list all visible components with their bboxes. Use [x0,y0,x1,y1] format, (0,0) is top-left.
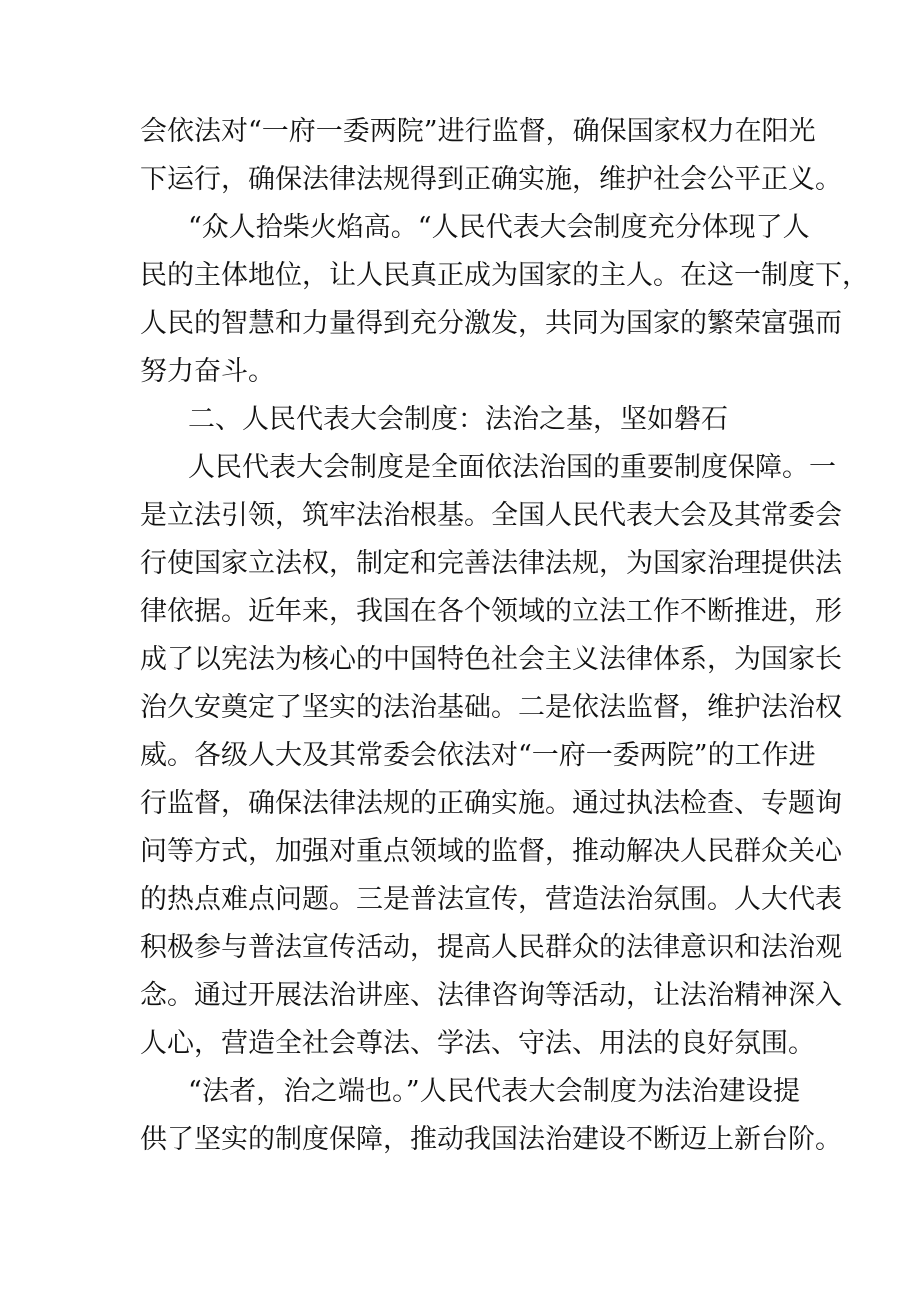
paragraph-line: 下运行，确保法律法规得到正确实施，维护社会公平正义。 [140,164,842,195]
paragraph-line: 问等方式，加强对重点领域的监督，推动解决人民群众关心 [140,836,842,867]
paragraph-line: 律依据。近年来，我国在各个领域的立法工作不断推进，形 [140,596,842,627]
paragraph-line: 治久安奠定了坚实的法治基础。二是依法监督，维护法治权 [140,692,842,723]
paragraph-line: “法者，治之端也。”人民代表大会制度为法治建设提 [188,1076,800,1107]
paragraph-line: 威。各级人大及其常委会依法对“一府一委两院”的工作进 [140,740,816,771]
paragraph-line: 努力奋斗。 [140,356,275,387]
paragraph-line: 供了坚实的制度保障，推动我国法治建设不断迈上新台阶。 [140,1124,842,1155]
paragraph-line: 积极参与普法宣传活动，提高人民群众的法律意识和法治观 [140,932,842,963]
paragraph-line: “众人拾柴火焰高。“人民代表大会制度充分体现了人 [188,212,810,243]
paragraph-line: 会依法对“一府一委两院”进行监督，确保国家权力在阳光 [140,116,816,147]
paragraph-line: 的热点难点问题。三是普法宣传，营造法治氛围。人大代表 [140,884,842,915]
paragraph-line: 人心，营造全社会尊法、学法、守法、用法的良好氛围。 [140,1028,815,1059]
paragraph-line: 是立法引领，筑牢法治根基。全国人民代表大会及其常委会 [140,500,842,531]
paragraph-line: 行监督，确保法律法规的正确实施。通过执法检查、专题询 [140,788,842,819]
paragraph-line: 人民代表大会制度是全面依法治国的重要制度保障。一 [188,452,836,483]
paragraph-line: 行使国家立法权，制定和完善法律法规，为国家治理提供法 [140,548,842,579]
paragraph-line: 人民的智慧和力量得到充分激发，共同为国家的繁荣富强而 [140,308,842,339]
section-heading: 二、人民代表大会制度：法治之基，坚如磐石 [188,404,728,435]
paragraph-line: 民的主体地位，让人民真正成为国家的主人。在这一制度下， [140,260,869,291]
paragraph-line: 念。通过开展法治讲座、法律咨询等活动，让法治精神深入 [140,980,842,1011]
paragraph-line: 成了以宪法为核心的中国特色社会主义法律体系，为国家长 [140,644,842,675]
